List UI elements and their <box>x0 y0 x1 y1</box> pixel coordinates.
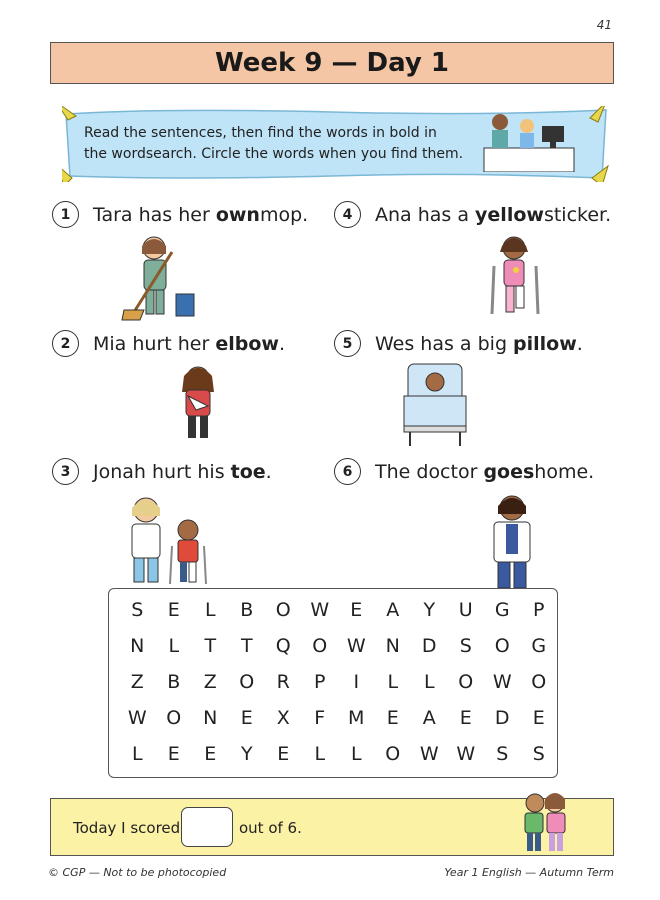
bold-word: pillow <box>513 332 577 355</box>
title-bar <box>50 42 614 84</box>
sentence-1 <box>52 201 308 228</box>
letter[interactable]: E <box>277 743 290 765</box>
letter[interactable]: N <box>203 707 218 729</box>
sentence-number: 6 <box>334 458 361 485</box>
sentence-text-end: . <box>576 332 583 355</box>
letter[interactable]: E <box>459 707 472 729</box>
letter[interactable]: P <box>533 599 545 621</box>
footer-copyright: © CGP — Not to be photocopied <box>48 866 227 879</box>
page-number: 41 <box>596 18 612 32</box>
sentence-text: Tara has her <box>93 203 216 226</box>
letter[interactable]: O <box>385 743 401 765</box>
letter[interactable]: E <box>386 707 399 729</box>
letter[interactable]: S <box>496 743 509 765</box>
letter[interactable]: Z <box>130 671 144 693</box>
wordsearch-row-4 <box>119 707 557 729</box>
letter[interactable]: W <box>346 635 366 657</box>
letter[interactable]: O <box>494 635 510 657</box>
letter[interactable]: L <box>387 671 399 693</box>
letter[interactable]: A <box>386 599 400 621</box>
letter[interactable]: P <box>314 671 326 693</box>
letter[interactable]: N <box>385 635 400 657</box>
sentence-text-end: . <box>278 332 285 355</box>
letter[interactable]: O <box>239 671 255 693</box>
letter[interactable]: W <box>127 707 147 729</box>
sentence-text-end: home. <box>534 460 595 483</box>
score-label: Today I scored <box>73 819 181 837</box>
wordsearch-row-2 <box>119 635 557 657</box>
letter[interactable]: W <box>310 599 330 621</box>
sentence-text: Wes has a big <box>375 332 514 355</box>
nurse-and-boy-illustration <box>122 494 214 590</box>
footer-term: Year 1 English — Autumn Term <box>444 866 614 879</box>
sentence-number: 1 <box>52 201 79 228</box>
sentence-text-end: . <box>265 460 272 483</box>
letter[interactable]: I <box>353 671 360 693</box>
letter[interactable]: S <box>532 743 545 765</box>
letter[interactable]: D <box>421 635 437 657</box>
wordsearch-row-1 <box>119 599 557 621</box>
letter[interactable]: B <box>167 671 181 693</box>
letter[interactable]: O <box>312 635 328 657</box>
letter[interactable]: E <box>350 599 363 621</box>
letter[interactable]: O <box>458 671 474 693</box>
page-title: Week 9 — Day 1 <box>215 48 449 78</box>
children-hugging-illustration <box>517 791 573 855</box>
letter[interactable]: L <box>314 743 326 765</box>
letter[interactable]: A <box>422 707 436 729</box>
sentence-text: Jonah hurt his <box>93 460 231 483</box>
wordsearch-row-3 <box>119 671 557 693</box>
sentence-text: The doctor <box>375 460 484 483</box>
letter[interactable]: G <box>494 599 510 621</box>
sentence-number: 4 <box>334 201 361 228</box>
letter[interactable]: R <box>276 671 290 693</box>
letter[interactable]: O <box>531 671 547 693</box>
letter[interactable]: Y <box>423 599 436 621</box>
letter[interactable]: M <box>348 707 365 729</box>
letter[interactable]: D <box>494 707 510 729</box>
letter[interactable]: Z <box>203 671 217 693</box>
letter[interactable]: N <box>130 635 145 657</box>
letter[interactable]: L <box>350 743 362 765</box>
letter[interactable]: O <box>275 599 291 621</box>
letter[interactable]: L <box>423 671 435 693</box>
letter[interactable]: E <box>167 599 180 621</box>
sentence-4 <box>334 201 611 228</box>
girl-with-sling-illustration <box>172 362 224 444</box>
score-panel <box>50 798 614 856</box>
girl-on-crutches-illustration <box>486 232 546 320</box>
sentence-2 <box>52 330 285 357</box>
sentence-5 <box>334 330 583 357</box>
letter[interactable]: S <box>131 599 144 621</box>
sentence-number: 3 <box>52 458 79 485</box>
score-total-label: out of 6. <box>239 819 302 837</box>
letter[interactable]: L <box>168 635 180 657</box>
letter[interactable]: T <box>240 635 253 657</box>
letter[interactable]: T <box>204 635 217 657</box>
bold-word: yellow <box>475 203 544 226</box>
letter[interactable]: Y <box>240 743 253 765</box>
sentence-number: 2 <box>52 330 79 357</box>
sentence-6 <box>334 458 594 485</box>
bold-word: toe <box>230 460 266 483</box>
letter[interactable]: L <box>204 599 216 621</box>
wordsearch-row-5 <box>119 743 557 765</box>
wordsearch-grid <box>108 588 558 778</box>
sentence-text-end: sticker. <box>543 203 612 226</box>
letter[interactable]: W <box>456 743 476 765</box>
bold-word: goes <box>483 460 535 483</box>
instructions-text: Read the sentences, then find the words in bold in the wordsearch. Circle the words when you find them. <box>84 125 464 162</box>
children-at-desk-illustration <box>482 110 582 172</box>
letter[interactable]: E <box>204 743 217 765</box>
letter[interactable]: W <box>419 743 439 765</box>
letter[interactable]: U <box>458 599 473 621</box>
bold-word: elbow <box>215 332 279 355</box>
letter[interactable]: Q <box>275 635 291 657</box>
letter[interactable]: S <box>459 635 472 657</box>
sentence-3 <box>52 458 272 485</box>
letter[interactable]: O <box>166 707 182 729</box>
letter[interactable]: L <box>131 743 143 765</box>
letter[interactable]: B <box>240 599 254 621</box>
letter[interactable]: F <box>314 707 326 729</box>
sentence-text: Ana has a <box>375 203 476 226</box>
boy-in-hospital-bed-illustration <box>400 362 470 448</box>
doctor-illustration <box>486 492 542 592</box>
letter[interactable]: W <box>492 671 512 693</box>
instructions-banner <box>62 106 610 182</box>
letter[interactable]: E <box>532 707 545 729</box>
bold-word: own <box>215 203 260 226</box>
letter[interactable]: X <box>276 707 290 729</box>
letter[interactable]: E <box>240 707 253 729</box>
sentence-text: Mia hurt her <box>93 332 216 355</box>
sentence-number: 5 <box>334 330 361 357</box>
letter[interactable]: E <box>167 743 180 765</box>
sentence-text-end: mop. <box>259 203 309 226</box>
letter[interactable]: G <box>531 635 547 657</box>
girl-with-mop-illustration <box>120 232 200 322</box>
score-input[interactable] <box>181 807 233 847</box>
